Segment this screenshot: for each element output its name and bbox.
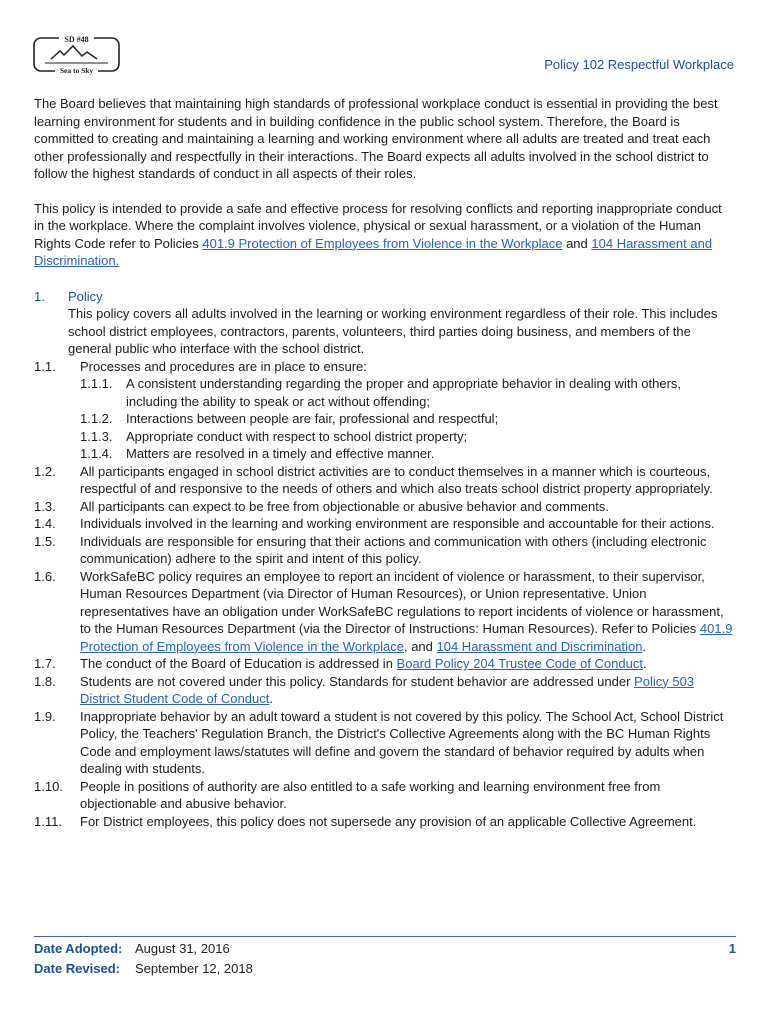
sub-list-item: 1.1.3. Appropriate conduct with respect to school district property; — [80, 428, 468, 444]
list-item: 1.5. Individuals are responsible for ensuring that their actions and communication with others (including electronic communication) adhere to the spirit and intent of this policy. — [34, 533, 707, 566]
list-item: 1.6. WorkSafeBC policy requires an employee to report an incident of violence or harassment, to their supervisor, Human Resources Department (via Director of Human Resources), or Union representative. Union representatives have an obligation under WorkSafeBC regulations to report incidents of violence or harassment, to the Human Resources Department (via the Director of Instructions: Human Resources). Refer to Policies 401.9 Protection of Employees from Violence in the Workplace, and 104 Harassment and Discrimination. — [34, 568, 733, 654]
section-title: Policy — [68, 288, 103, 304]
link-policy-401-9[interactable]: 401.9 Protection of Employees from Violence in the Workplace — [202, 235, 563, 251]
list-item: 1.2. All participants engaged in school district activities are to conduct themselves in a manner which is courteous, respectful of and responsive to the needs of others and which also treats school district property appropriately. — [34, 463, 713, 496]
link-board-policy-204[interactable]: Board Policy 204 Trustee Code of Conduct — [396, 656, 643, 671]
date-revised-label: Date Revised: — [34, 961, 120, 976]
footer — [34, 939, 736, 979]
sub-list-item: 1.1.1. A consistent understanding regarding the proper and appropriate behavior in dealing with others, including the ability to speak or act without offending; — [80, 376, 682, 409]
date-adopted-value: August 31, 2016 — [135, 941, 230, 956]
section-heading — [34, 288, 734, 306]
intro-paragraph-2: This policy is intended to provide a safe and effective process for resolving conflicts and reporting inappropriate conduct in the workplace. Where the complaint involves violence, physical or sexual harassment, or a violation of the Human Rights Code refer to Policies 401.9 Protection of Employees from Violence in the Workplace and 104 Harassment and Discrimination. — [34, 200, 722, 268]
sub-list-item: 1.1.2. Interactions between people are fair, professional and respectful; — [80, 411, 499, 426]
logo-district-text: SD #48 — [64, 35, 89, 44]
link-policy-401-9[interactable]: 401.9 Protection of Employees from Violence in the Workplace — [80, 621, 733, 654]
date-revised-row — [34, 959, 736, 979]
list-item: 1.1. Processes and procedures are in place to ensure: — [34, 358, 367, 374]
document-title: Policy 102 Respectful Workplace — [544, 57, 734, 72]
sub-list-item: 1.1.4. Matters are resolved in a timely and effective manner. — [80, 446, 435, 461]
date-adopted-label: Date Adopted: — [34, 941, 123, 956]
section-number: 1. — [34, 288, 45, 304]
logo-tagline-text: Sea to Sky — [59, 66, 94, 75]
date-revised-value: September 12, 2018 — [135, 961, 253, 976]
list-item: 1.8. Students are not covered under this policy. Standards for student behavior are addressed under Policy 503 District Student Code of Conduct. — [34, 673, 695, 706]
mountain-icon — [51, 46, 97, 59]
page-number: 1 — [728, 941, 736, 956]
district-logo — [33, 34, 120, 76]
policy-content — [34, 95, 734, 830]
list-item: 1.10. People in positions of authority are also entitled to a safe working and learning environment free from objectionable and abusive behavior. — [34, 778, 661, 811]
list-item: 1.7. The conduct of the Board of Education is addressed in Board Policy 204 Trustee Code of Conduct. — [34, 656, 647, 671]
footer-divider — [34, 936, 736, 937]
list-item: 1.11. For District employees, this policy does not supersede any provision of an applicable Collective Agreement. — [34, 813, 697, 829]
date-adopted-row — [34, 939, 736, 959]
section-body: This policy covers all adults involved in the learning or working environment regardless of their role. This includes school district employees, contractors, parents, volunteers, third parties doing business, and members of the general public who interface with the school district. — [68, 306, 718, 356]
link-policy-104[interactable]: 104 Harassment and Discrimination. — [34, 235, 713, 268]
intro-paragraph-1: The Board believes that maintaining high standards of professional workplace conduct is essential in providing the best learning environment for students and in building confidence in the public school system. Therefore, the Board is committed to creating and maintaining a learning and working environment where all adults are treated and treat each other professionally and respectfully in their interactions. The Board expects all adults involved in the school district to follow the highest standards of conduct in all aspects of their roles. — [34, 96, 718, 181]
list-item: 1.3. All participants can expect to be free from objectionable or abusive behavior and comments. — [34, 498, 609, 514]
link-policy-104[interactable]: 104 Harassment and Discrimination — [436, 638, 643, 654]
list-item: 1.4. Individuals involved in the learning and working environment are responsible and accountable for their actions. — [34, 516, 715, 531]
link-policy-503[interactable]: Policy 503 District Student Code of Conduct — [80, 673, 695, 706]
list-item: 1.9. Inappropriate behavior by an adult toward a student is not covered by this policy. The School Act, School District Policy, the Teachers' Regulation Branch, the District's Collective Agreements along with the BC Human Rights Code and employment laws/statutes will define and govern the standard of behavior required by adults when dealing with students. — [34, 708, 724, 776]
